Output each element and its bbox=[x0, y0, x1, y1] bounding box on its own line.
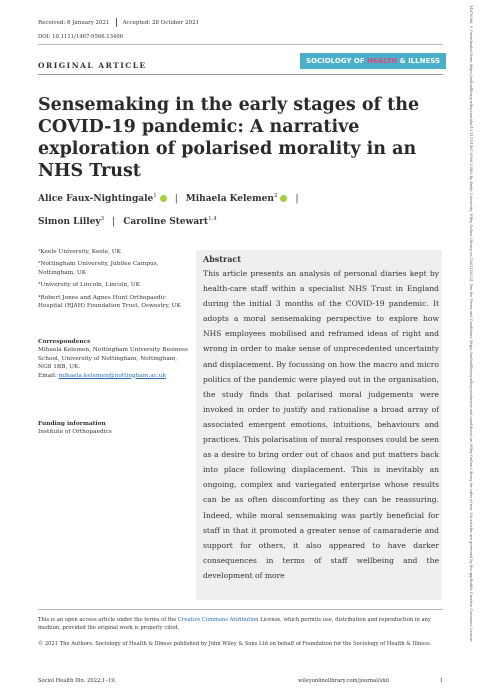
author-name[interactable]: Caroline Stewart bbox=[123, 217, 209, 227]
author-name[interactable]: Alice Faux-Nightingale bbox=[38, 194, 154, 204]
affiliation: ²Nottingham University, Jubilee Campus, Nottingham, UK bbox=[38, 261, 159, 276]
divider bbox=[116, 18, 117, 27]
copyright-note: © 2021 The Authors. Sociology of Health & Illness published by John Wiley & Sons Ltd on behalf of Foundation for the Sociology of Health & Illness. bbox=[38, 641, 432, 647]
divider bbox=[38, 44, 443, 45]
author-separator: | bbox=[295, 194, 299, 204]
funding-block bbox=[38, 420, 188, 437]
sidebar-text: 14679566, 0, Downloaded from https://onlinelibrary.wiley.com/doi/10.1111/1467-9566.13406 by Keele University, Wiley Online Library on [28/11/2022]. See the Terms and Conditions (https://onlinelibrary.wiley.com/terms-and-conditions) on Wiley Online Library for rules of use; OA articles are governed by the applicable Creative Commons License bbox=[469, 5, 473, 642]
accepted-date: Accepted: 28 October 2021 bbox=[122, 20, 200, 26]
correspondence-address: Mihaela Kelemen, Nottingham University Business School, University of Nottingham, Nottingham, NG8 1BB, UK. bbox=[38, 347, 189, 371]
article-type: ORIGINAL ARTICLE bbox=[38, 61, 147, 70]
correspondence-heading: Correspondence bbox=[38, 339, 91, 345]
orcid-icon[interactable] bbox=[280, 195, 287, 202]
divider bbox=[38, 74, 443, 75]
license-text: License, which permits use, distribution and reproduction in any medium, provided the original work is properly cited. bbox=[38, 617, 431, 631]
license-note bbox=[38, 616, 443, 632]
page-footer bbox=[38, 678, 443, 684]
author-list bbox=[38, 186, 448, 232]
download-sidebar bbox=[469, 5, 479, 695]
author-separator: | bbox=[112, 217, 116, 227]
funding-text: Institute of Orthopaedics bbox=[38, 429, 112, 436]
journal-name-part: HEALTH bbox=[367, 57, 398, 65]
author-affiliation-mark: 1 bbox=[153, 193, 157, 199]
author-affiliation-mark: 1,4 bbox=[208, 216, 217, 222]
license-link[interactable]: Creative Commons Attribution bbox=[177, 617, 259, 623]
received-date: Received: 6 January 2021 bbox=[38, 20, 110, 26]
author-affiliation-mark: 3 bbox=[100, 216, 105, 222]
author-name[interactable]: Mihaela Kelemen bbox=[185, 194, 274, 204]
journal-url[interactable]: wileyonlinelibrary.com/journal/shil bbox=[298, 678, 389, 684]
page-number: 1 bbox=[439, 678, 443, 684]
journal-logo bbox=[300, 53, 446, 69]
abstract-text: This article presents an analysis of personal diaries kept by health-care staff within a specialist NHS Trust in England during the initial 3 months of the COVID-19 pandemic. It adopts a moral sensemaking perspective to explore how NHS employees mobilised and reframed ideas of right and wrong in order to make sense of unprecedented uncertainty and displacement. By focussing on how the macro and micro politics of the pandemic were played out in the organisation, the study finds that polarised moral judgements were invoked in order to justify and rationalise a broad array of associated emergent emotions, intuitions, behaviours and practices. This polarisation of moral responses could be seen as a desire to bring order out of chaos and put matters back into place following displacement. This is inevitably an ongoing, complex and variegated enterprise whose results can be as often discomforting as they can be reassuring. Indeed, while moral sensemaking was partly beneficial for staff in that it promoted a greater sense of camaraderie and support for others, it also appeared to have darker consequences in terms of staff wellbeing and the development of more bbox=[203, 269, 439, 580]
journal-name-part: SOCIOLOGY OF bbox=[305, 57, 368, 65]
journal-name-part: & ILLNESS bbox=[397, 57, 441, 65]
email-label: Email: bbox=[38, 372, 59, 379]
affiliations bbox=[38, 248, 188, 314]
doi[interactable]: DOI: 10.1111/1467-9566.13406 bbox=[38, 34, 124, 40]
email-link[interactable]: mihaela.kelemen@nottingham.ac.uk bbox=[58, 372, 167, 379]
orcid-icon[interactable] bbox=[160, 195, 167, 202]
correspondence-block bbox=[38, 338, 188, 380]
abstract-heading: Abstract bbox=[203, 254, 241, 264]
divider bbox=[38, 609, 443, 610]
article-dates bbox=[38, 18, 199, 27]
funding-heading: Funding information bbox=[38, 421, 106, 427]
affiliation: ¹Keele University, Keele, UK bbox=[38, 249, 122, 255]
affiliation: ⁴Robert Jones and Agnes Hunt Orthopaedic Hospital (RJAH) Foundation Trust, Oswestry, UK bbox=[38, 294, 181, 310]
article-title: Sensemaking in the early stages of the COVID-19 pandemic: A narrative exploration of polarised morality in an NHS Trust bbox=[38, 95, 420, 181]
license-text: This is an open access article under the terms of the bbox=[38, 617, 178, 623]
author-separator: | bbox=[174, 194, 178, 204]
author-affiliation-mark: 2 bbox=[273, 193, 278, 199]
affiliation: ³University of Lincoln, Lincoln, UK bbox=[38, 282, 141, 289]
citation: Sociol Health Illn. 2022;1–19. bbox=[38, 678, 117, 684]
author-name[interactable]: Simon Lilley bbox=[38, 217, 101, 227]
